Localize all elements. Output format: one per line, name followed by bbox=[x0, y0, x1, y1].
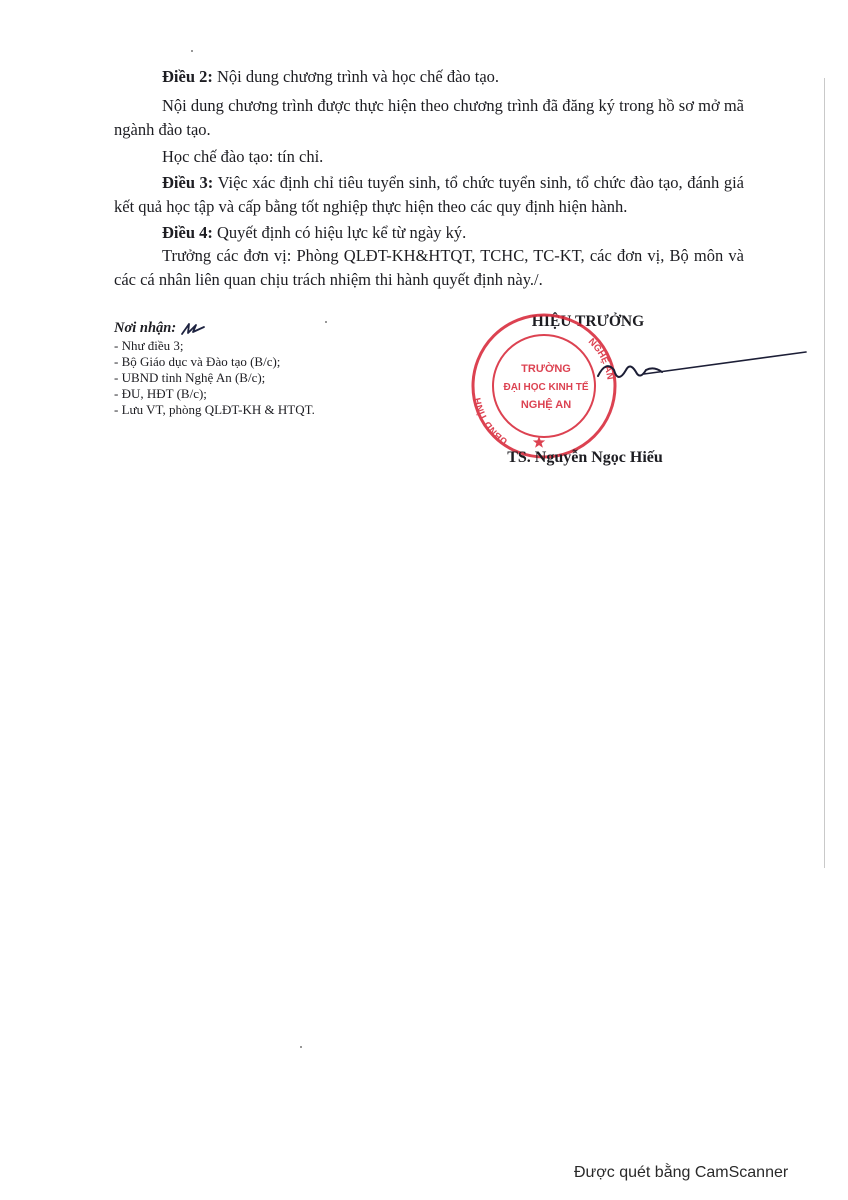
article-4 bbox=[114, 221, 744, 245]
seal-line-2: ĐẠI HỌC KINH TẾ bbox=[503, 382, 589, 393]
handwritten-mark-icon bbox=[180, 321, 206, 337]
scan-speck bbox=[325, 321, 327, 323]
recipients-heading-text: Nơi nhận: bbox=[114, 320, 177, 336]
article-2-training-mode: Học chế đào tạo: tín chỉ. bbox=[162, 147, 324, 166]
article-3-label: Điều 3: bbox=[162, 173, 214, 192]
responsibility-clause: Trưởng các đơn vị: Phòng QLĐT-KH&HTQT, TCHC, TC-KT, các đơn vị, Bộ môn và các cá nhân liên quan chịu trách nhiệm thi hành quyết định này./. bbox=[114, 246, 744, 289]
recipient-item: - UBND tỉnh Nghệ An (B/c); bbox=[114, 370, 266, 385]
article-2-text: Nội dung chương trình và học chế đào tạo. bbox=[212, 67, 500, 86]
page-edge-line bbox=[824, 78, 825, 868]
scan-speck bbox=[300, 1046, 302, 1048]
article-3-text: Việc xác định chỉ tiêu tuyển sinh, tổ chức tuyển sinh, tổ chức đào tạo, đánh giá kết quả học tập và cấp bằng tốt nghiệp thực hiện theo các quy định hiện hành. bbox=[114, 173, 744, 216]
recipients-block bbox=[114, 318, 414, 418]
handwritten-signature bbox=[592, 340, 812, 400]
signer-name: TS. Nguyễn Ngọc Hiếu bbox=[507, 449, 663, 466]
recipient-item: - Bộ Giáo dục và Đào tạo (B/c); bbox=[114, 354, 281, 369]
scan-speck bbox=[191, 50, 193, 52]
article-2-heading bbox=[114, 65, 744, 89]
seal-line-1: TRƯỜNG bbox=[521, 363, 571, 375]
recipient-item: - ĐU, HĐT (B/c); bbox=[114, 386, 207, 401]
seal-line-3: NGHỆ AN bbox=[520, 399, 572, 411]
recipient-item: - Lưu VT, phòng QLĐT-KH & HTQT. bbox=[114, 402, 315, 417]
article-2-content: Nội dung chương trình được thực hiện theo chương trình đã đăng ký trong hồ sơ mở mã ngành đào tạo. bbox=[114, 96, 744, 139]
seal-ring-left: UBND TỈNH bbox=[472, 396, 510, 447]
recipients-list bbox=[114, 338, 414, 418]
article-3 bbox=[114, 171, 744, 219]
article-4-label: Điều 4: bbox=[162, 223, 213, 242]
article-4-text: Quyết định có hiệu lực kể từ ngày ký. bbox=[212, 223, 467, 242]
camscanner-watermark: Được quét bằng CamScanner bbox=[574, 1164, 789, 1181]
article-2-label: Điều 2: bbox=[162, 67, 213, 86]
recipient-item: - Như điều 3; bbox=[114, 338, 184, 353]
signer-title: HIỆU TRƯỞNG bbox=[531, 313, 645, 330]
svg-text:UBND TỈNH bbox=[472, 397, 509, 447]
seal-ring-right: NGHỆ AN bbox=[585, 336, 616, 381]
recipients-heading bbox=[114, 318, 414, 338]
